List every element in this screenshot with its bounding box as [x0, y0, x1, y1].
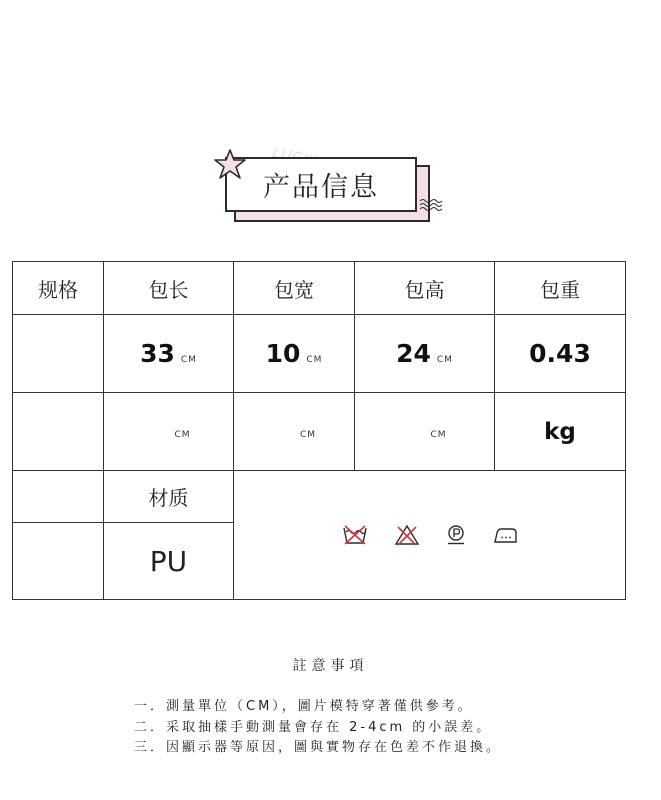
table-header-row [13, 262, 626, 315]
width-value: 10 [265, 339, 301, 368]
badge-frame [225, 157, 417, 212]
notes-list [134, 697, 502, 759]
wave-lines-icon [419, 198, 443, 212]
care-symbols [234, 524, 625, 546]
note-item: 一．測量單位（CM），圖片模特穿著僅供參考。 [134, 699, 474, 714]
length-value: 33 [140, 339, 175, 368]
material-value-cell [104, 523, 234, 600]
height-value-cell [355, 315, 495, 393]
material-value: PU [149, 544, 188, 578]
length-unit: CM [180, 355, 197, 365]
iron-low-icon [492, 525, 518, 545]
table-row [13, 471, 626, 523]
care-symbols-cell [234, 471, 626, 600]
width-value-cell [234, 315, 355, 393]
weight-unit: kg [544, 418, 576, 445]
note-item: 三．因顯示器等原因，圖與實物存在色差不作退換。 [134, 740, 503, 755]
header-width: 包宽 [234, 262, 355, 315]
row2-length-cell [104, 393, 234, 471]
row4-spec-cell [13, 523, 104, 600]
dry-clean-p-icon [446, 524, 466, 546]
hand-wash-icon [342, 524, 368, 546]
length-value-cell [104, 315, 234, 393]
header-length: 包长 [104, 262, 234, 315]
row2-length-unit: CM [174, 430, 191, 440]
section-header-badge [212, 148, 452, 230]
row2-spec-cell [13, 393, 104, 471]
table-row [13, 315, 626, 393]
table-row [13, 393, 626, 471]
weight-value: 0.43 [529, 339, 591, 368]
row1-spec-cell [13, 315, 104, 393]
header-spec: 规格 [13, 262, 104, 315]
header-weight: 包重 [495, 262, 626, 315]
spec-table [12, 261, 626, 600]
row2-height-cell [355, 393, 495, 471]
row2-width-unit: CM [299, 430, 317, 440]
note-item: 二．采取抽樣手動測量會存在 2-4cm 的小誤差。 [134, 719, 493, 735]
width-unit: CM [306, 355, 323, 365]
row2-weight-cell [495, 393, 626, 471]
header-height: 包高 [355, 262, 495, 315]
notes-title: 註意事項 [292, 658, 369, 674]
row2-width-cell [234, 393, 355, 471]
height-value: 24 [396, 339, 431, 368]
no-bleach-icon [394, 524, 420, 546]
row3-spec-cell [13, 471, 104, 523]
material-label: 材质 [148, 486, 189, 510]
height-unit: CM [436, 355, 453, 365]
star-icon [212, 148, 248, 182]
row2-height-unit: CM [430, 430, 447, 440]
weight-value-cell [495, 315, 626, 393]
page-title: 产品信息 [263, 172, 379, 203]
material-label-cell [104, 471, 234, 523]
